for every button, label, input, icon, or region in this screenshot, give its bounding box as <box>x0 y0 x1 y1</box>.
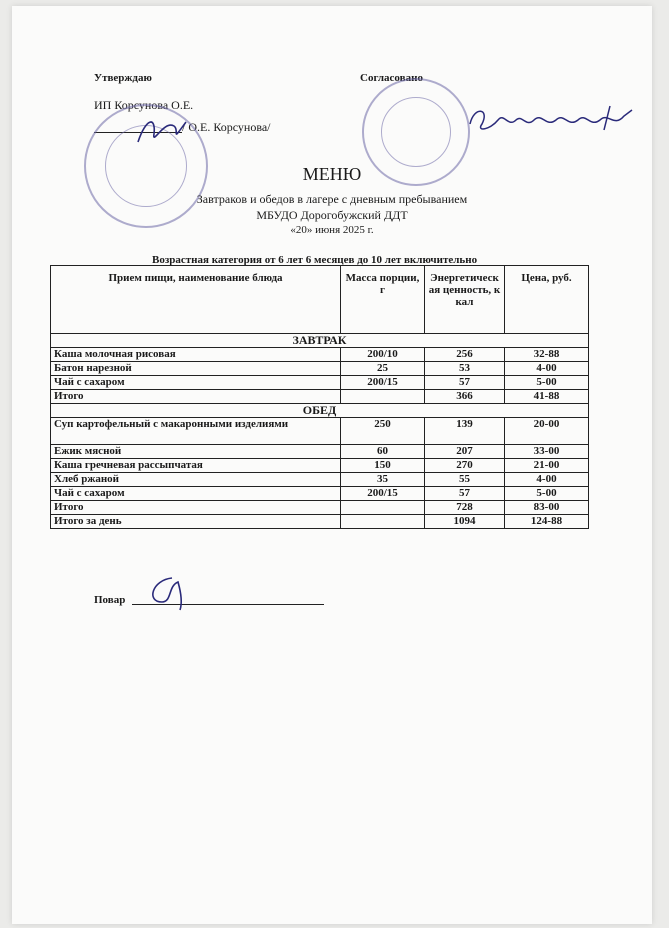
subtitle-line1: Завтраков и обедов в лагере с дневным пребыванием <box>196 192 468 206</box>
approve-signature-name: / О.Е. Корсунова/ <box>182 120 271 134</box>
table-row <box>51 376 589 390</box>
dish-price: 41-88 <box>505 390 589 404</box>
breakfast-title: ЗАВТРАК <box>51 334 589 348</box>
dish-name: Чай с сахаром <box>51 487 341 501</box>
header-price: Цена, руб. <box>505 266 589 334</box>
dish-mass: 60 <box>341 445 425 459</box>
dish-name: Каша гречневая рассыпчатая <box>51 459 341 473</box>
table-row <box>51 418 589 445</box>
dish-mass: 25 <box>341 362 425 376</box>
table-row <box>51 445 589 459</box>
dish-mass <box>341 390 425 404</box>
dish-kcal: 270 <box>425 459 505 473</box>
dish-price: 4-00 <box>505 362 589 376</box>
dish-price: 4-00 <box>505 473 589 487</box>
dish-price: 5-00 <box>505 487 589 501</box>
table-row <box>51 362 589 376</box>
dish-mass: 250 <box>341 418 425 445</box>
dish-price: 83-00 <box>505 501 589 515</box>
lunch-total-row <box>51 501 589 515</box>
dish-kcal: 57 <box>425 376 505 390</box>
menu-table <box>50 265 589 529</box>
age-category: Возрастная категория от 6 лет 6 месяцев до 10 лет включительно <box>152 254 478 266</box>
dish-name: Каша молочная рисовая <box>51 348 341 362</box>
lunch-section-row <box>51 404 589 418</box>
dish-price: 33-00 <box>505 445 589 459</box>
subtitle-line2: МБУДО Дорогобужский ДДТ <box>256 208 408 222</box>
dish-kcal: 53 <box>425 362 505 376</box>
dish-kcal: 139 <box>425 418 505 445</box>
lunch-title: ОБЕД <box>51 404 589 418</box>
dish-name: Батон нарезной <box>51 362 341 376</box>
dish-price: 32-88 <box>505 348 589 362</box>
dish-name: Ежик мясной <box>51 445 341 459</box>
approve-org: ИП Корсунова О.Е. <box>94 98 194 112</box>
page-title: МЕНЮ <box>302 164 362 184</box>
header-energy: Энергетическая ценность, ккал <box>425 266 505 334</box>
dish-name: Итого <box>51 390 341 404</box>
dish-mass <box>341 515 425 529</box>
dish-price: 20-00 <box>505 418 589 445</box>
cook-signature-icon <box>142 572 194 612</box>
header-mass: Масса порции, г <box>341 266 425 334</box>
breakfast-section-row <box>51 334 589 348</box>
agree-label: Согласовано <box>360 72 423 84</box>
dish-mass: 150 <box>341 459 425 473</box>
dish-name: Суп картофельный с макаронными изделиями <box>51 418 341 445</box>
dish-mass: 200/15 <box>341 487 425 501</box>
approve-label: Утверждаю <box>94 72 152 84</box>
header-dish: Прием пищи, наименование блюда <box>51 266 341 334</box>
dish-price: 124-88 <box>505 515 589 529</box>
menu-date: «20» июня 2025 г. <box>290 224 374 236</box>
dish-mass: 200/15 <box>341 376 425 390</box>
dish-kcal: 728 <box>425 501 505 515</box>
dish-kcal: 1094 <box>425 515 505 529</box>
dish-name: Чай с сахаром <box>51 376 341 390</box>
dish-kcal: 256 <box>425 348 505 362</box>
table-header-row <box>51 266 589 334</box>
dish-name: Итого <box>51 501 341 515</box>
dish-kcal: 57 <box>425 487 505 501</box>
table-row <box>51 487 589 501</box>
table-row <box>51 459 589 473</box>
right-signature-icon <box>464 102 644 138</box>
dish-mass <box>341 501 425 515</box>
dish-name: Итого за день <box>51 515 341 529</box>
dish-kcal: 366 <box>425 390 505 404</box>
table-row <box>51 473 589 487</box>
table-row <box>51 348 589 362</box>
dish-mass: 200/10 <box>341 348 425 362</box>
day-total-row <box>51 515 589 529</box>
dish-name: Хлеб ржаной <box>51 473 341 487</box>
dish-kcal: 207 <box>425 445 505 459</box>
breakfast-total-row <box>51 390 589 404</box>
dish-mass: 35 <box>341 473 425 487</box>
dish-price: 21-00 <box>505 459 589 473</box>
left-signature-icon <box>134 112 190 154</box>
dish-price: 5-00 <box>505 376 589 390</box>
cook-label: Повар <box>94 594 126 606</box>
dish-kcal: 55 <box>425 473 505 487</box>
